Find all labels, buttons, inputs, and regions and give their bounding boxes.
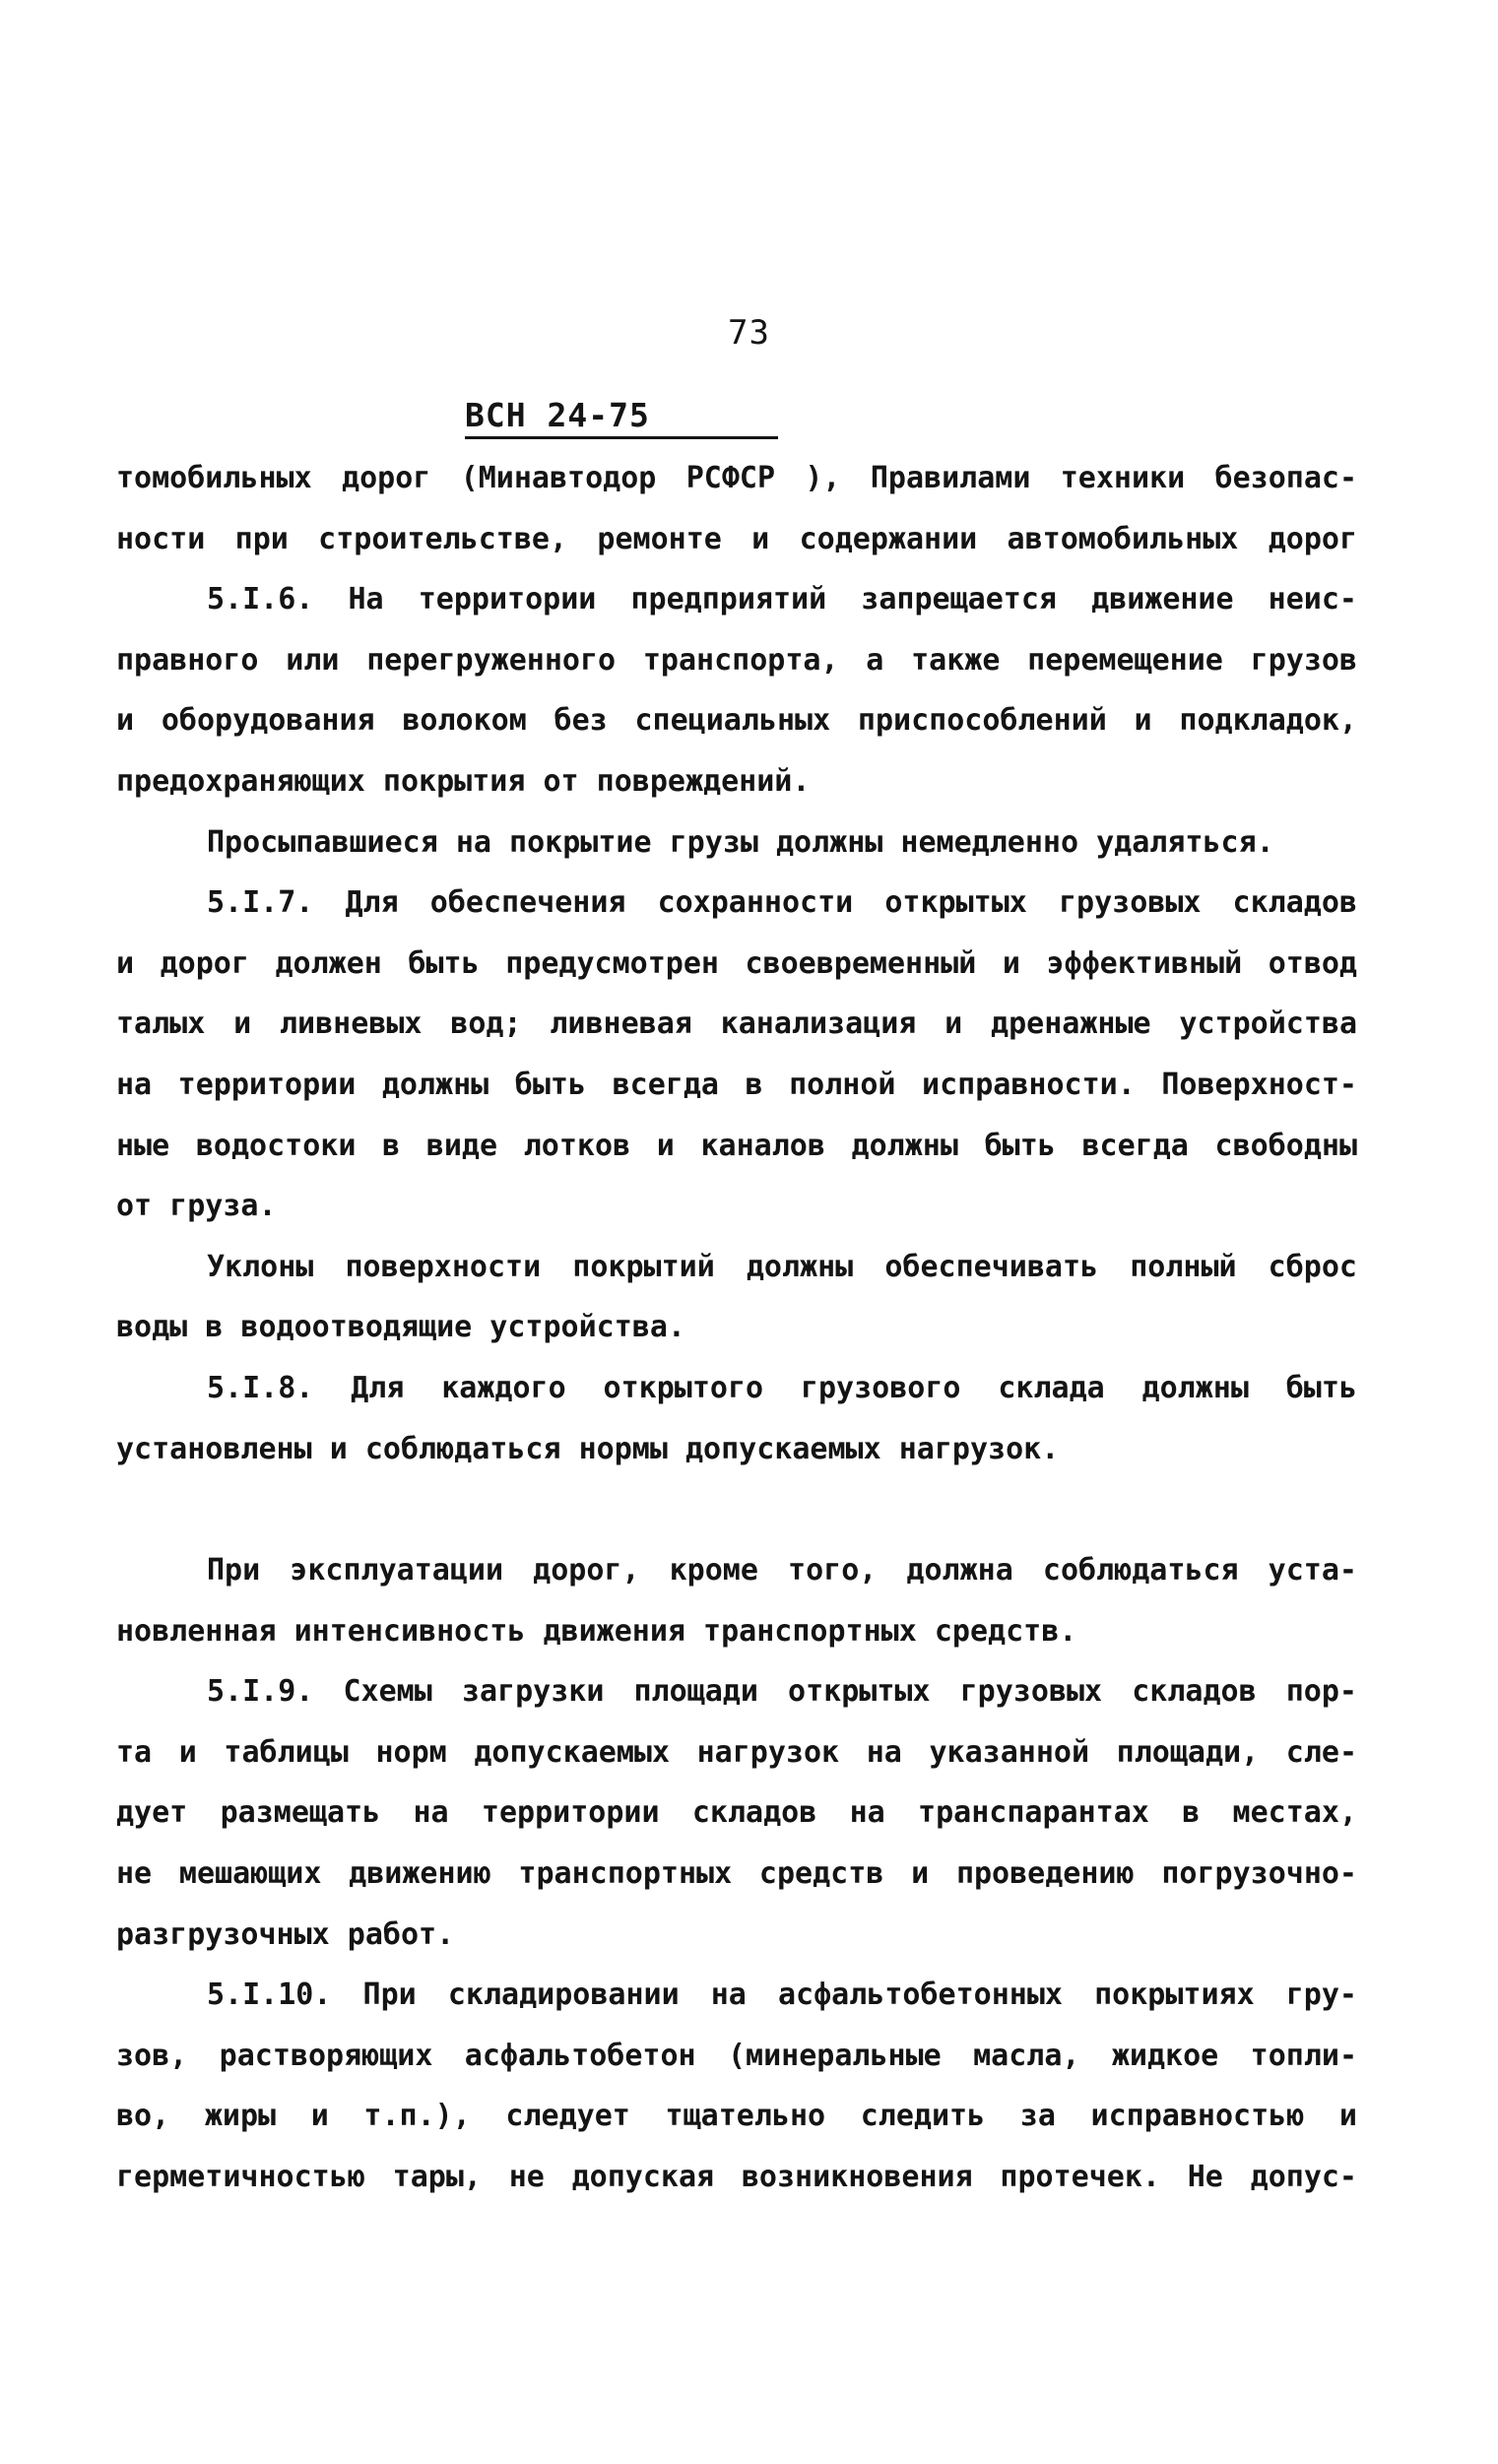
text-line: 5.I.6. На территории предприятий запрещается движение неис-: [207, 582, 1357, 617]
text-line: зов, растворяющих асфальтобетон (минеральные масла, жидкое топли-: [116, 2038, 1357, 2073]
text-line: ные водостоки в виде лотков и каналов должны быть всегда свободны: [116, 1128, 1357, 1163]
document-code: ВСН 24-75: [465, 396, 778, 439]
text-line: При эксплуатации дорог, кроме того, должна соблюдаться уста-: [207, 1553, 1357, 1589]
text-line: Уклоны поверхности покрытий должны обеспечивать полный сброс: [207, 1249, 1357, 1284]
text-line: воды в водоотводящие устройства.: [116, 1310, 685, 1345]
text-line: разгрузочных работ.: [116, 1916, 455, 1952]
text-line: 5.I.8. Для каждого открытого грузового склада должны быть: [207, 1370, 1357, 1405]
text-line: во, жиры и т.п.), следует тщательно следить за исправностью и: [116, 2099, 1357, 2134]
text-line: от груза.: [116, 1189, 277, 1224]
text-line: талых и ливневых вод; ливневая канализация и дренажные устройства: [116, 1006, 1357, 1042]
text-line: 5.I.9. Схемы загрузки площади открытых грузовых складов пор-: [207, 1674, 1357, 1710]
text-line: на территории должны быть всегда в полной исправности. Поверхност-: [116, 1067, 1357, 1102]
text-line: и оборудования волоком без специальных приспособлений и подкладок,: [116, 703, 1357, 739]
text-line: Просыпавшиеся на покрытие грузы должны немедленно удаляться.: [207, 824, 1274, 860]
text-line: не мешающих движению транспортных средств и проведению погрузочно-: [116, 1856, 1357, 1892]
text-line: герметичностью тары, не допуская возникновения протечек. Не допус-: [116, 2160, 1357, 2195]
text-line: дует размещать на территории складов на транспарантах в местах,: [116, 1795, 1357, 1831]
text-line: та и таблицы норм допускаемых нагрузок на указанной площади, сле-: [116, 1734, 1357, 1770]
text-line: 5.I.7. Для обеспечения сохранности открытых грузовых складов: [207, 885, 1357, 921]
text-line: установлены и соблюдаться нормы допускаемых нагрузок.: [116, 1431, 1060, 1466]
text-line: томобильных дорог (Минавтодор РСФСР ), Правилами техники безопас-: [116, 461, 1357, 495]
text-line: и дорог должен быть предусмотрен своевременный и эффективный отвод: [116, 945, 1357, 981]
text-line: 5.I.10. При складировании на асфальтобетонных покрытиях гру-: [207, 1978, 1357, 2013]
page-number: 73: [728, 313, 770, 353]
paragraph-gap: [116, 1479, 1357, 1540]
text-line: правного или перегруженного транспорта, а также перемещение грузов: [116, 642, 1357, 678]
text-line: новленная интенсивность движения транспортных средств.: [116, 1613, 1077, 1649]
body-text: [116, 448, 1357, 2208]
text-line: предохраняющих покрытия от повреждений.: [116, 763, 811, 799]
text-line: ности при строительстве, ремонте и содержании автомобильных дорог: [116, 521, 1357, 556]
